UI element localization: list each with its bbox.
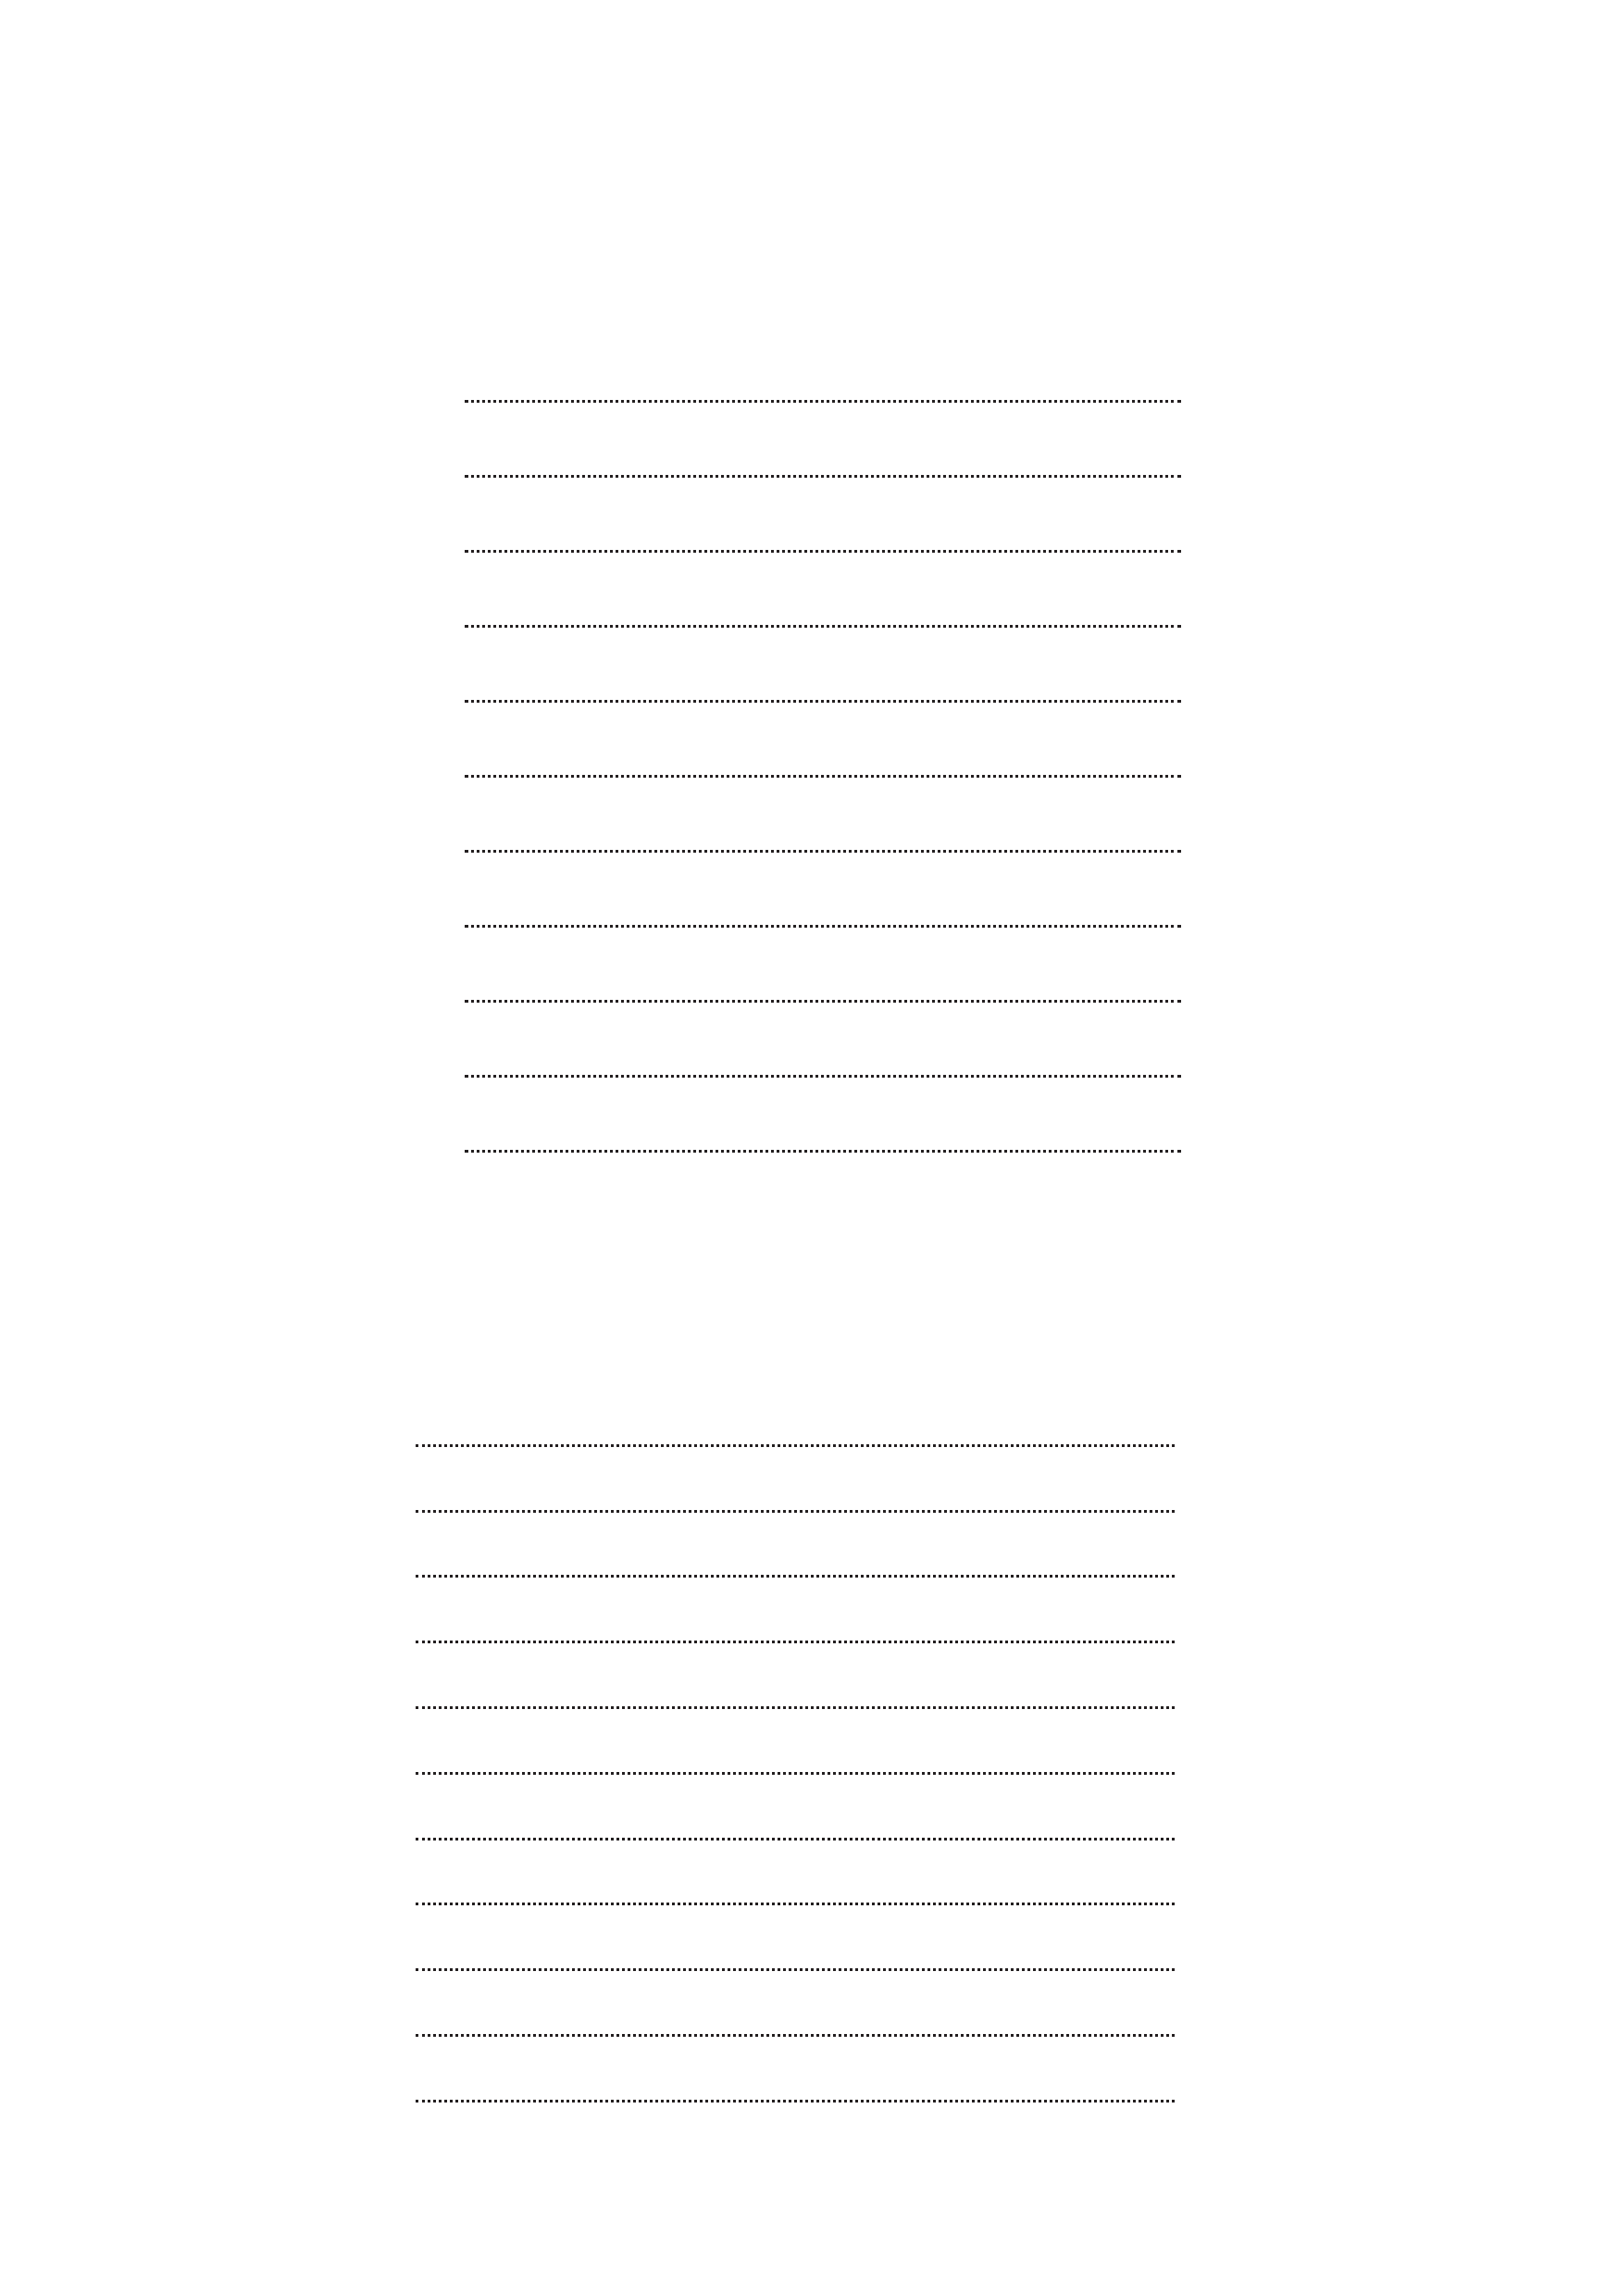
dot-leader [465,672,1181,703]
dot-leader [416,1944,1175,1971]
dot-leader [465,597,1181,628]
arabic-title-underline [1044,276,1183,281]
dot-leader [465,897,1181,928]
dot-leader [465,747,1181,778]
arabic-toc-entry[interactable] [407,350,1192,425]
english-toc-entry[interactable] [404,1728,1182,1794]
english-toc-entry[interactable] [404,1597,1182,1663]
bottom-decorative-border [972,2220,1618,2296]
english-toc-entry[interactable] [404,2056,1182,2122]
arabic-toc-entry[interactable] [407,1025,1192,1100]
dot-leader [465,1047,1181,1078]
english-toc-list [404,1401,1182,2122]
dot-leader [416,1486,1175,1513]
english-toc-entry[interactable] [404,1990,1182,2056]
english-toc-entry[interactable] [404,1401,1182,1466]
bottom-triangle-pattern [972,2220,1618,2296]
dot-leader [416,1420,1175,1447]
english-toc-entry[interactable] [404,1466,1182,1532]
dot-leader [416,1878,1175,1905]
dot-leader [416,1551,1175,1578]
english-title-underline [404,1366,545,1372]
english-toc-entry[interactable] [404,1532,1182,1598]
arabic-toc-entry[interactable] [407,950,1192,1025]
dot-leader [465,972,1181,1003]
top-decorative-border [0,0,1618,67]
arabic-toc-entry[interactable] [407,800,1192,875]
arabic-toc-list [407,350,1192,1175]
english-toc-entry[interactable] [404,1925,1182,1990]
dot-leader [465,822,1181,853]
english-toc-entry[interactable] [404,1794,1182,1860]
dot-leader [416,2010,1175,2037]
arabic-toc-entry[interactable] [407,650,1192,725]
dot-leader [465,372,1181,403]
dot-leader [465,522,1181,553]
dot-leader [416,1814,1175,1841]
english-toc-entry[interactable] [404,1663,1182,1728]
arabic-toc-entry[interactable] [407,875,1192,950]
dot-leader [416,1748,1175,1775]
dot-leader [465,447,1181,478]
english-toc-entry[interactable] [404,1860,1182,1926]
dot-leader [416,1616,1175,1643]
arabic-toc-entry[interactable] [407,725,1192,800]
top-crenellation-pattern [0,0,1618,67]
arabic-toc-entry[interactable] [407,575,1192,650]
arabic-toc-entry[interactable] [407,1100,1192,1175]
arabic-toc-entry[interactable] [407,500,1192,575]
dot-leader [416,2076,1175,2103]
arabic-toc-entry[interactable] [407,425,1192,500]
dot-leader [465,1122,1181,1153]
dot-leader [416,1682,1175,1709]
